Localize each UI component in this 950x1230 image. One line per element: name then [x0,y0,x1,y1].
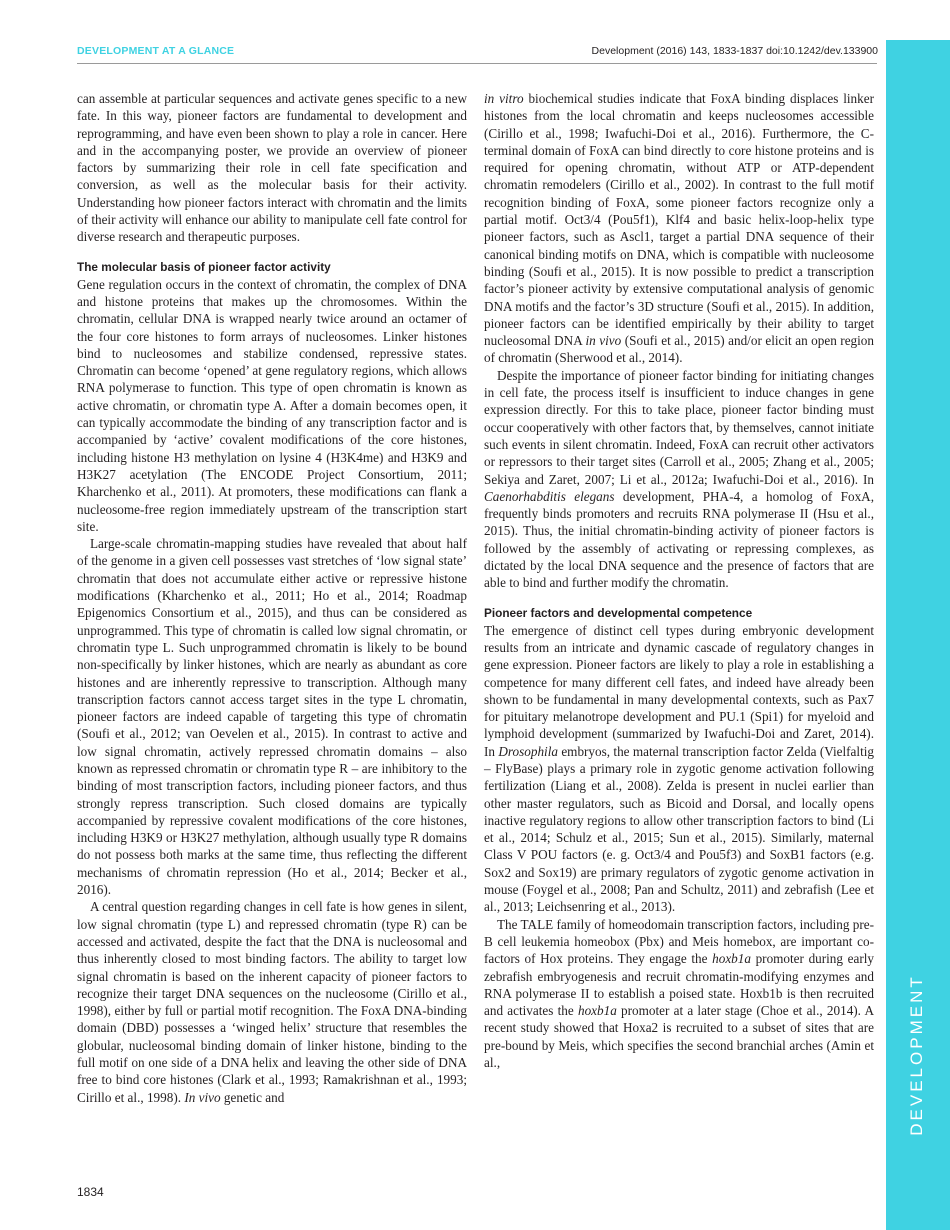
paragraph-text: (Soufi et al., 2015) and/or elicit an open region of chromatin (Sherwood et al., 2014). [484,333,874,366]
paragraph-text: promoter at a later stage (Choe et al., 2014). A recent study showed that Hoxa2 is recruited to a subset of sites that are pre-bound by Meis, which specifies the second branchial arches (Amin et al., [484,1003,874,1071]
paragraph-text: promoter during early zebrafish embryogenesis and recruit chromatin-modifying enzymes and RNA polymerase II to establish a poised state. Hoxb1b is then recruited and activates the [484,951,874,1019]
italic-term: Caenorhabditis elegans [484,488,615,504]
italic-term: In vivo [184,1089,221,1105]
page-number: 1834 [77,1185,104,1199]
header-divider [77,63,877,64]
italic-term: Drosophila [498,743,558,759]
left-column [77,90,467,1106]
section-heading-developmental-competence: Pioneer factors and developmental competence [484,605,753,620]
paragraph-text: embryos, the maternal transcription factor Zelda (Vielfaltig – FlyBase) plays a primary role in zygotic genome activation following fertilization (Liang et al., 2008). Zelda is present in nuclei earlier than other master regulators, such as Bicoid and Dorsal, and locally opens inactive regulatory regions to allow other transcription factors to bind (Li et al., 2014; Schulz et al., 2015; Sun et al., 2015). Similarly, maternal Class V POU factors (e. g. Oct3/4 and Pou5f3) and SoxB1 factors (e.g. Sox2 and Sox19) are primary regulators of zygotic genome activation in mouse (Foygel et al., 2008; Pan and Schultz, 2011) and zebrafish (Lee et al., 2013; Leichsenring et al., 2013). [484,743,874,915]
paragraph-text: The TALE family of homeodomain transcription factors, including pre-B cell leukemia homeobox (Pbx) and Meis homebox, are important co-factors of Hox proteins. They engage the [484,916,875,967]
right-column [484,90,874,1071]
italic-term: in vivo [585,333,622,349]
italic-term: hoxb1a [712,951,751,967]
italic-term: in vitro [484,91,524,106]
paragraph: Gene regulation occurs in the context of chromatin, the complex of DNA and histone proteins that makes up the chromosomes. Within the chromatin, cellular DNA is wrapped nearly twice around an octamer of the four core histones to form arrays of nucleosomes. Linker histones bind to nucleosomes and stabilize condensed, repressive states. Chromatin can become ‘opened’ at gene regulatory regions, which allows RNA polymerase to function. This type of open chromatin is known as active chromatin, or chromatin type A. After a domain becomes open, it can typically accommodate the binding of any transcription factor and is accompanied by ‘active’ covalent modifications of the core histones, including histone H3 methylation on lysine 4 (H3K4me) and H3K9 and H3K27 acetylation (The ENCODE Project Consortium, 2011; Kharchenko et al., 2011). At promoters, these modifications can flank a nucleosome-free region immediately upstream of the transcription start site. [77,276,467,534]
paragraph: can assemble at particular sequences and activate genes specific to a new fate. In this way, pioneer factors are fundamental to development and reprogramming, and have even been shown to play a role in cancer. Here and in the accompanying poster, we provide an overview of pioneer factors by summarizing their role in cell fate specification and conversion, as well as the molecular basis for their activity. Understanding how pioneer factors interact with chromatin and the limits of their activity will enhance our ability to manipulate cell fate control for diverse research and therapeutic purposes. [77,91,467,245]
section-label: DEVELOPMENT AT A GLANCE [77,45,235,57]
section-heading-molecular-basis: The molecular basis of pioneer factor activity [77,259,331,274]
paragraph-text: Despite the importance of pioneer factor binding for initiating changes in cell fate, the process itself is insufficient to induce changes in gene expression directly. For this to take place, pioneer factor binding must occur cooperatively with other factors that, by themselves, cannot initiate such events in silent chromatin. Indeed, FoxA can recruit other activators or repressors to their target sites (Carroll et al., 2005; Zhang et al., 2005; Sekiya and Zaret, 2007; Li et al., 2012a; Iwafuchi-Doi et al., 2016). In [484,367,874,487]
journal-sidebar-label: DEVELOPMENT [907,974,926,1136]
article-citation: Development (2016) 143, 1833-1837 doi:10.1242/dev.133900 [591,45,878,57]
paragraph-text: The emergence of distinct cell types during embryonic development results from an intricate and dynamic cascade of regulatory changes in gene expression. Pioneer factors are likely to play a role in establishing a competence for many different cell fates, and indeed have already been shown to be fundamental in many developmental contexts, such as Pax7 for pituitary melanotrope development and PU.1 (Spi1) for myeloid and lymphoid development (summarized by Iwafuchi-Doi and Zaret, 2014). In [484,622,874,759]
paragraph-text: genetic and [220,1089,285,1105]
paragraph-text: biochemical studies indicate that FoxA binding displaces linker histones from the local chromatin and keeps nucleosomes accessible (Cirillo et al., 1998; Iwafuchi-Doi et al., 2016). Furthermore, the C-terminal domain of FoxA can bind directly to core histone proteins and is required for opening chromatin, without ATP or ATP-dependent chromatin remodelers (Cirillo et al., 2002). In contrast to the full motif recognition binding of FoxA, some pioneer factors recognize only a partial motif. Oct3/4 (Pou5f1), Klf4 and basic helix-loop-helix type pioneer factors, such as Ascl1, target a partial DNA sequence of their canonical binding motifs on DNA, which is compatible with nucleosome binding (Soufi et al., 2015). It is now possible to predict a transcription factor’s pioneer activity by extensive computational analysis of genomic DNA motifs and the factor’s 3D structure (Soufi et al., 2015). In addition, pioneer factors can be identified empirically by their ability to target nucleosomal DNA [484,91,874,349]
paragraph [484,622,874,916]
italic-term: hoxb1a [577,1003,617,1019]
paragraph-text: A central question regarding changes in cell fate is how genes in silent, low signal chromatin (type L) and repressed chromatin (type R) can be accessed and activated, despite the fact that the DNA is nucleosomal and thus inherently closed to most binding factors. The ability to target low signal chromatin is based on the inherent capacity of pioneer factors to recognize their target DNA sequences on the nucleosome (Cirillo et al., 1998), either by full or partial motif recognition. The FoxA DNA-binding domain (DBD) possesses a ‘winged helix’ structure that resembles the globular, nucleosomal binding domain of linker histone, binding to the full motif on one side of a DNA helix and leaving the other side of DNA free to bind core histones (Clark et al., 1993; Ramakrishnan et al., 1993; Cirillo et al., 1998). [77,899,467,1105]
paragraph [77,898,467,1106]
paragraph [484,367,874,592]
paragraph: Large-scale chromatin-mapping studies have revealed that about half of the genome in a given cell possesses vast stretches of ‘low signal state’ chromatin that does not accumulate either active or repressive histone modifications (Kharchenko et al., 2011; Ho et al., 2014; Roadmap Epigenomics Consortium et al., 2015), and thus can be considered as unprogrammed. This type of chromatin is called low signal chromatin, or chromatin type L. Such unprogrammed chromatin is likely to be bound non-specifically by linker histones, which are nearly as abundant as core histones and are inherently repressive to transcription. Although many transcription factors cannot access target sites in the type L chromatin, pioneer factors are indeed capable of targeting this type of chromatin (Soufi et al., 2012; van Oevelen et al., 2015). In contrast to active and low signal chromatin, actively repressed chromatin domains – also known as repressed chromatin or chromatin type R – are inhibitory to the binding of most transcription factors, including pioneer factors, and thus strongly repress transcription. Such closed domains are typically accompanied by repressive covalent modifications of the core histones, including H3K9 or H3K27 methylation, although usually type R domains do not possess both marks at the same time, thus reflecting the different mechanisms of chromatin repression (Ho et al., 2014; Becker et al., 2016). [77,536,467,898]
paragraph [484,90,874,367]
paragraph-text: development, PHA-4, a homolog of FoxA, frequently binds promoters and recruits RNA polymerase II (Hsu et al., 2015). Thus, the initial chromatin-binding activity of pioneer factors is followed by the assembly of activating or repressing complexes, as dictated by the local DNA sequence and the presence of factors that are able to bind and further modify the chromatin. [484,488,874,591]
paragraph [484,916,874,1072]
